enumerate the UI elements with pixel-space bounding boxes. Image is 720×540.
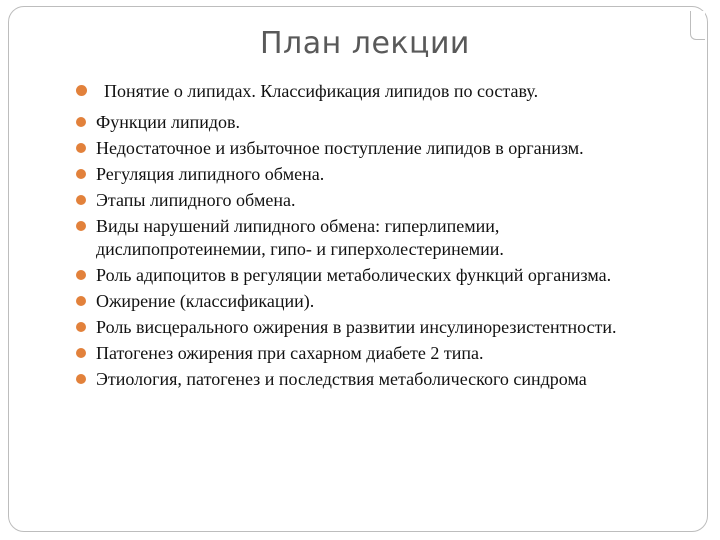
list-item-text: Регуляция липидного обмена. (96, 164, 325, 184)
list-item (76, 137, 636, 160)
lecture-plan-list (76, 80, 636, 394)
bullet-icon (76, 143, 86, 153)
list-item (76, 215, 636, 261)
corner-tab-decoration (690, 11, 705, 40)
bullet-icon (76, 348, 86, 358)
list-item (76, 368, 636, 391)
list-item-text: Патогенез ожирения при сахарном диабете 2 типа. (96, 343, 484, 363)
list-item (76, 163, 636, 186)
list-item-text: Этапы липидного обмена. (96, 190, 296, 210)
list-item-text: Недостаточное и избыточное поступление липидов в организм. (96, 138, 584, 158)
bullet-icon (76, 117, 86, 127)
bullet-icon (76, 221, 86, 231)
list-item (76, 111, 636, 134)
list-item (76, 80, 636, 103)
bullet-icon (76, 169, 86, 179)
list-item-text: Роль висцерального ожирения в развитии инсулинорезистентности. (96, 317, 617, 337)
list-item-text: Ожирение (классификации). (96, 291, 315, 311)
list-item-text: Роль адипоцитов в регуляции метаболических функций организма. (96, 265, 612, 285)
list-item-text: Функции липидов. (96, 112, 241, 132)
bullet-icon (76, 195, 86, 205)
list-item-text: Понятие о липидах. Классификация липидов по составу. (104, 81, 539, 101)
list-item (76, 342, 636, 365)
bullet-icon (76, 322, 86, 332)
list-item-text: Виды нарушений липидного обмена: гиперлипемии, дислипопротеинемии, гипо- и гиперхолестеринемии. (96, 216, 504, 259)
bullet-icon (76, 85, 87, 96)
bullet-icon (76, 374, 86, 384)
list-item (76, 316, 636, 339)
bullet-icon (76, 296, 86, 306)
slide-title: План лекции (260, 26, 470, 61)
list-item-text: Этиология, патогенез и последствия метаболического синдрома (96, 369, 587, 389)
list-item (76, 189, 636, 212)
list-item (76, 264, 636, 287)
bullet-icon (76, 270, 86, 280)
list-item (76, 290, 636, 313)
